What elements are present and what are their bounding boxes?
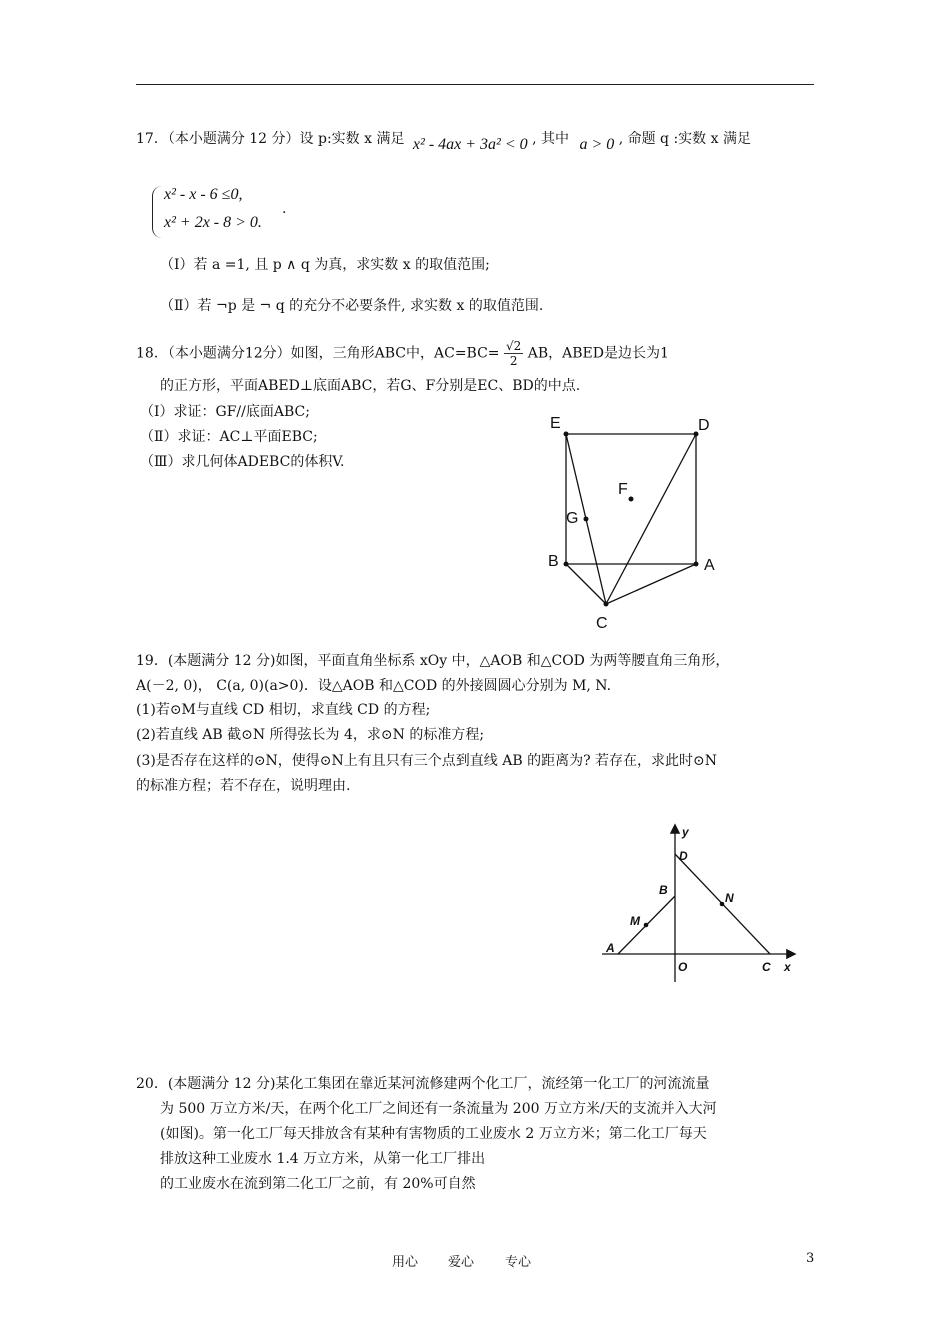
point-A <box>694 562 699 567</box>
page-number: 3 <box>806 1251 815 1266</box>
edge-DC <box>606 434 696 604</box>
label-D: D <box>698 417 710 434</box>
q20-line3: (如图)。第一化工厂每天排放含有某种有害物质的工业废水 2 万立方米；第二化工厂每天 <box>160 1126 707 1142</box>
q18-figure <box>540 408 740 633</box>
q19-line2: A(－2, 0)， C(a, 0)(a>0)．设△AOB 和△COD 的外接圆圆心分别为 M, N. <box>136 678 612 694</box>
q17-line1 <box>136 130 751 153</box>
point-F <box>629 497 634 502</box>
q17-q-part: , 命题 q :实数 x 满足 <box>618 131 751 147</box>
q17-part1: （Ⅰ）若 a =1, 且 p ∧ q 为真，求实数 x 的取值范围; <box>160 257 490 273</box>
point-G <box>584 517 589 522</box>
q19-part2: (2)若直线 AB 截⊙N 所得弦长为 4，求⊙N 的标准方程; <box>136 727 485 743</box>
label-D: D <box>679 849 688 863</box>
q17-lead: 17．（本小题满分 12 分）设 p:实数 x 满足 <box>136 131 405 147</box>
point-M <box>644 923 649 928</box>
footer-motto-2: 爱心 <box>448 1255 475 1270</box>
q19-part1: (1)若⊙M与直线 CD 相切，求直线 CD 的方程; <box>136 702 431 718</box>
q20-line5: 的工业废水在流到第二化工厂之前，有 20%可自然 <box>160 1176 476 1192</box>
q17-a-cond: a > 0 <box>579 136 615 153</box>
label-F: F <box>618 481 628 498</box>
label-A: A <box>606 941 615 955</box>
label-C: C <box>596 615 608 632</box>
label-B: B <box>659 883 668 897</box>
label-B: B <box>548 553 559 570</box>
q18-line1 <box>136 339 669 368</box>
q19-part3b: 的标准方程；若不存在，说明理由. <box>136 778 351 794</box>
label-x: x <box>784 960 791 974</box>
footer-motto-3: 专心 <box>505 1255 532 1270</box>
edge-AC <box>606 564 696 604</box>
footer-motto-1: 用心 <box>392 1255 419 1270</box>
q20-line1: 20．(本题满分 12 分)某化工集团在靠近某河流修建两个化工厂，流经第一化工厂的河流流量 <box>136 1076 710 1092</box>
q17-system-line1: x² - x - 6 ≤0, <box>164 186 243 203</box>
label-G: G <box>566 510 579 527</box>
point-E <box>564 432 569 437</box>
point-B <box>564 562 569 567</box>
q17-system-end: . <box>282 201 287 217</box>
q18-part2: （Ⅱ）求证：AC⊥平面EBC; <box>140 429 318 445</box>
label-E: E <box>550 415 561 432</box>
q18-part3: （Ⅲ）求几何体ADEBC的体积V. <box>140 454 345 470</box>
q19-part3a: (3)是否存在这样的⊙N，使得⊙N上有且只有三个点到直线 AB 的距离为? 若存在，求此时⊙N <box>136 753 718 769</box>
header-rule <box>136 84 814 85</box>
label-O: O <box>678 960 688 974</box>
q18-line2: 的正方形，平面ABED⊥底面ABC，若G、F分别是EC、BD的中点. <box>160 378 581 394</box>
q20-line4: 排放这种工业废水 1.4 万立方米，从第一化工厂排出 <box>160 1151 486 1167</box>
label-C: C <box>762 960 771 974</box>
label-N: N <box>725 891 734 905</box>
q17-system-line2: x² + 2x - 8 > 0. <box>164 214 262 231</box>
q18-frac-num: √2 <box>506 339 522 353</box>
q20-line2: 为 500 万立方米/天，在两个化工厂之间还有一条流量为 200 万立方米/天的支流并入大河 <box>160 1101 717 1117</box>
q18-fraction <box>504 339 523 368</box>
label-y: y <box>682 825 689 839</box>
q19-line1: 19．(本题满分 12 分)如图，平面直角坐标系 xOy 中，△AOB 和△COD 为两等腰直角三角形， <box>136 653 730 669</box>
edge-BC <box>566 564 606 604</box>
label-M: M <box>630 914 640 928</box>
q18-lead: 18．（本小题满分12分）如图，三角形ABC中，AC=BC= <box>136 345 500 362</box>
q19-figure <box>598 822 808 987</box>
q18-frac-den: 2 <box>509 354 518 368</box>
q17-ineq-p: x² - 4ax + 3a² < 0 <box>412 136 528 153</box>
q17-part2: （Ⅱ）若 ¬p 是 ¬ q 的充分不必要条件, 求实数 x 的取值范围. <box>160 298 544 314</box>
q18-tail: AB，ABED是边长为1 <box>527 345 669 362</box>
label-A: A <box>704 557 715 574</box>
q17-where: , 其中 <box>532 131 569 147</box>
point-N <box>720 902 725 907</box>
point-C <box>604 602 609 607</box>
q18-part1: （I）求证：GF//底面ABC; <box>140 404 310 420</box>
